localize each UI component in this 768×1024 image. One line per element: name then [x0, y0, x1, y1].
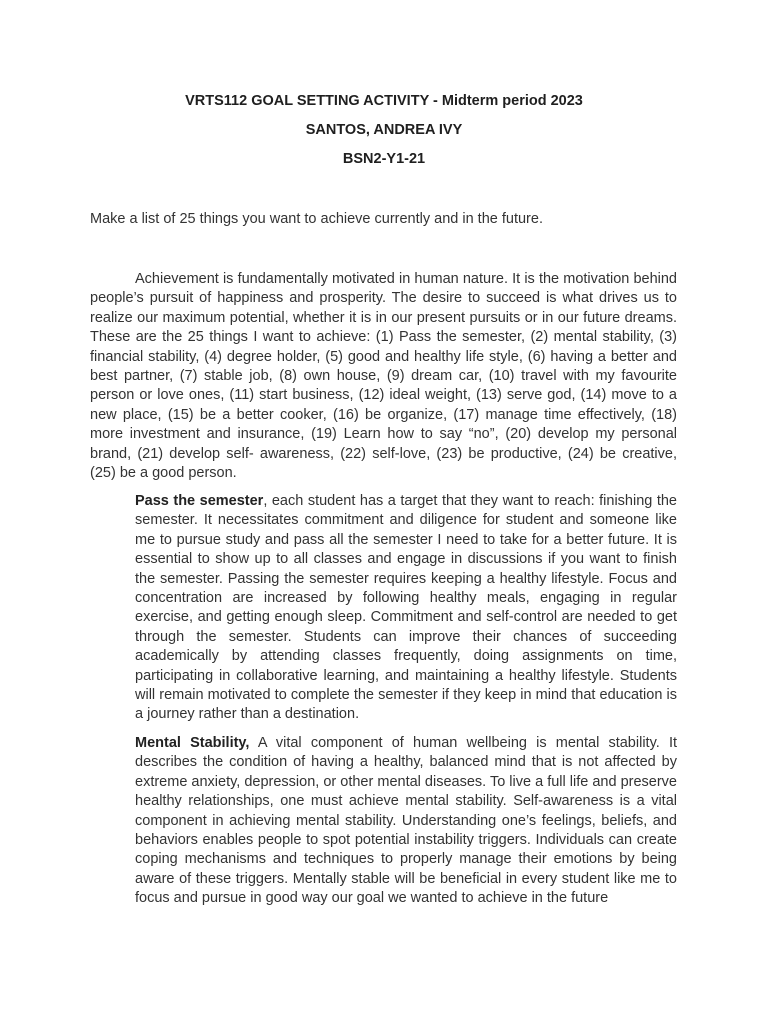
instruction-text: Make a list of 25 things you want to achieve currently and in the future.	[90, 211, 543, 227]
goal-paragraph-mental-stability	[135, 734, 677, 909]
section-code: BSN2-Y1-21	[342, 151, 426, 167]
goal-paragraph-pass-semester	[135, 492, 677, 725]
intro-paragraph: Achievement is fundamentally motivated in human nature. It is the motivation behind people’s pursuit of happiness and prosperity. The desire to succeed is what drives us to realize our maximum potential, whether it is in our present pursuits or in our future dreams. These are the 25 things I want to achieve: (1) Pass the semester, (2) mental stability, (3) financial stability, (4) degree holder, (5) good and healthy life style, (6) having a better and best partner, (7) stable job, (8) own house, (9) dream car, (10) travel with my favourite person or love ones, (11) start business, (12) ideal weight, (13) serve god, (14) move to a new place, (15) be a better cooker, (16) be organize, (17) manage time effectively, (18) more investment and insurance, (19) Learn how to say “no”, (20) develop my personal brand, (21) develop self- awareness, (22) self-love, (23) be productive, (24) be creative, (25) be a good person.	[90, 271, 677, 482]
goal-body: , each student has a target that they want to reach: finishing the semester. It necessitates commitment and diligence for student and someone like me to pursue study and pass all the semester I need to take for a better future. It is essential to show up to all classes and engage in discussions if you want to finish the semester. Passing the semester requires keeping a healthy lifestyle. Focus and concentration are increased by following healthy meals, engaging in regular exercise, and getting enough sleep. Commitment and self-control are needed to get through the semester. Students can improve their chances of succeeding academically by attending classes frequently, doing assignments on time, participating in collaborative learning, and maintaining a healthy lifestyle. Students will remain motivated to complete the semester if they keep in mind that education is a journey rather than a destination.	[135, 493, 677, 723]
goal-body: A vital component of human wellbeing is mental stability. It describes the condition of having a healthy, balanced mind that is not affected by extreme anxiety, depression, or other mental diseases. To live a full life and preserve healthy relationships, one must achieve mental stability. Self-awareness is a vital component in achieving mental stability. Understanding one’s feelings, beliefs, and behaviors enables people to spot potential instability triggers. Individuals can create coping mechanisms and techniques to properly manage their emotions by being aware of these triggers. Mentally stable will be beneficial in every student like me to focus and pursue in good way our goal we wanted to achieve in the future	[135, 735, 677, 907]
goal-title: Pass the semester	[135, 493, 264, 509]
document-title: VRTS112 GOAL SETTING ACTIVITY - Midterm period 2023	[185, 93, 583, 109]
goal-title: Mental Stability,	[135, 735, 250, 751]
author-name: SANTOS, ANDREA IVY	[305, 122, 463, 138]
